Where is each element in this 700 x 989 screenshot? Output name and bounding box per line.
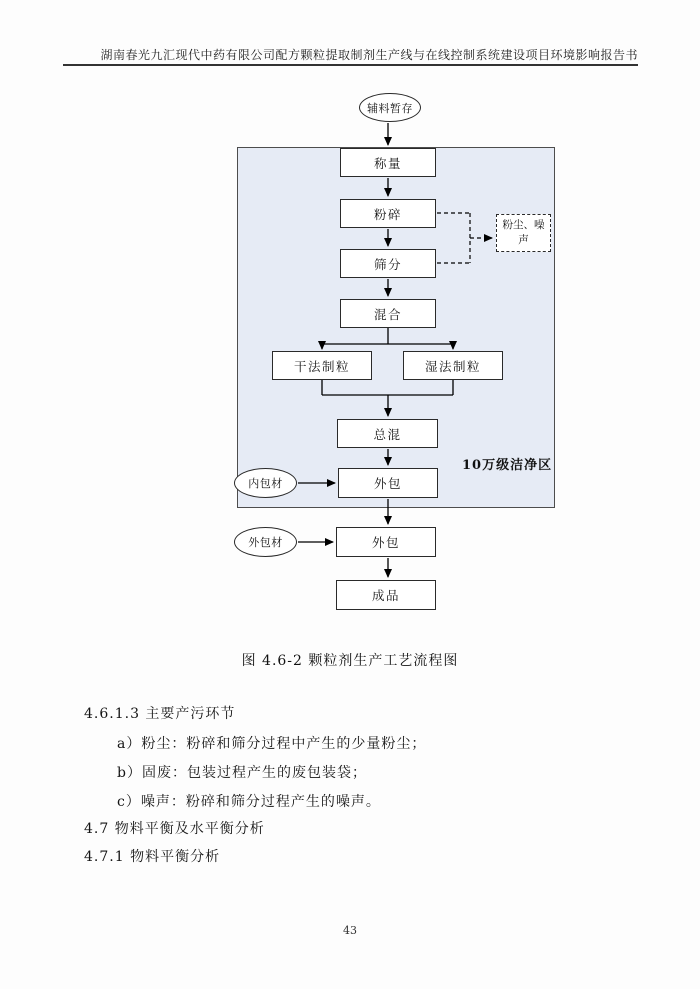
flow-step-mix: 混合 bbox=[340, 299, 436, 328]
flow-step-crush: 粉碎 bbox=[340, 199, 436, 228]
section-title-4-7-1: 4.7.1 物料平衡分析 bbox=[84, 849, 221, 865]
list-item-a: a）粉尘：粉碎和筛分过程中产生的少量粉尘； bbox=[117, 736, 427, 752]
section-title-4-6-1-3: 4.6.1.3 主要产污环节 bbox=[84, 706, 236, 722]
page-number: 43 bbox=[343, 924, 357, 937]
flow-step-final-mix: 总混 bbox=[337, 419, 438, 448]
flow-step-packaging-1: 外包 bbox=[338, 468, 438, 498]
figure-caption: 图 4.6-2 颗粒剂生产工艺流程图 bbox=[241, 653, 459, 669]
flow-step-finished-product: 成品 bbox=[336, 580, 436, 610]
flow-step-packaging-2: 外包 bbox=[336, 527, 436, 557]
outer-packaging-material-ellipse: 外包材 bbox=[234, 527, 297, 557]
flow-step-wet-granulation: 湿法制粒 bbox=[403, 351, 503, 380]
list-item-b: b）固废：包装过程产生的废包装袋； bbox=[117, 765, 367, 781]
emission-dust-noise-box: 粉尘、噪声 bbox=[496, 214, 551, 252]
flow-step-weigh: 称量 bbox=[340, 148, 436, 177]
inner-packaging-material-ellipse: 内包材 bbox=[234, 468, 297, 498]
list-item-c: c）噪声：粉碎和筛分过程产生的噪声。 bbox=[117, 794, 381, 810]
clean-area-label: 10万级洁净区 bbox=[462, 458, 553, 473]
header-rule bbox=[63, 64, 638, 66]
flow-step-sieve: 筛分 bbox=[340, 249, 436, 278]
flow-start-ellipse: 辅料暂存 bbox=[359, 93, 421, 122]
section-title-4-7: 4.7 物料平衡及水平衡分析 bbox=[84, 821, 265, 837]
flow-step-dry-granulation: 干法制粒 bbox=[272, 351, 372, 380]
page-header: 湖南春光九汇现代中药有限公司配方颗粒提取制剂生产线与在线控制系统建设项目环境影响报告书 bbox=[100, 48, 638, 62]
